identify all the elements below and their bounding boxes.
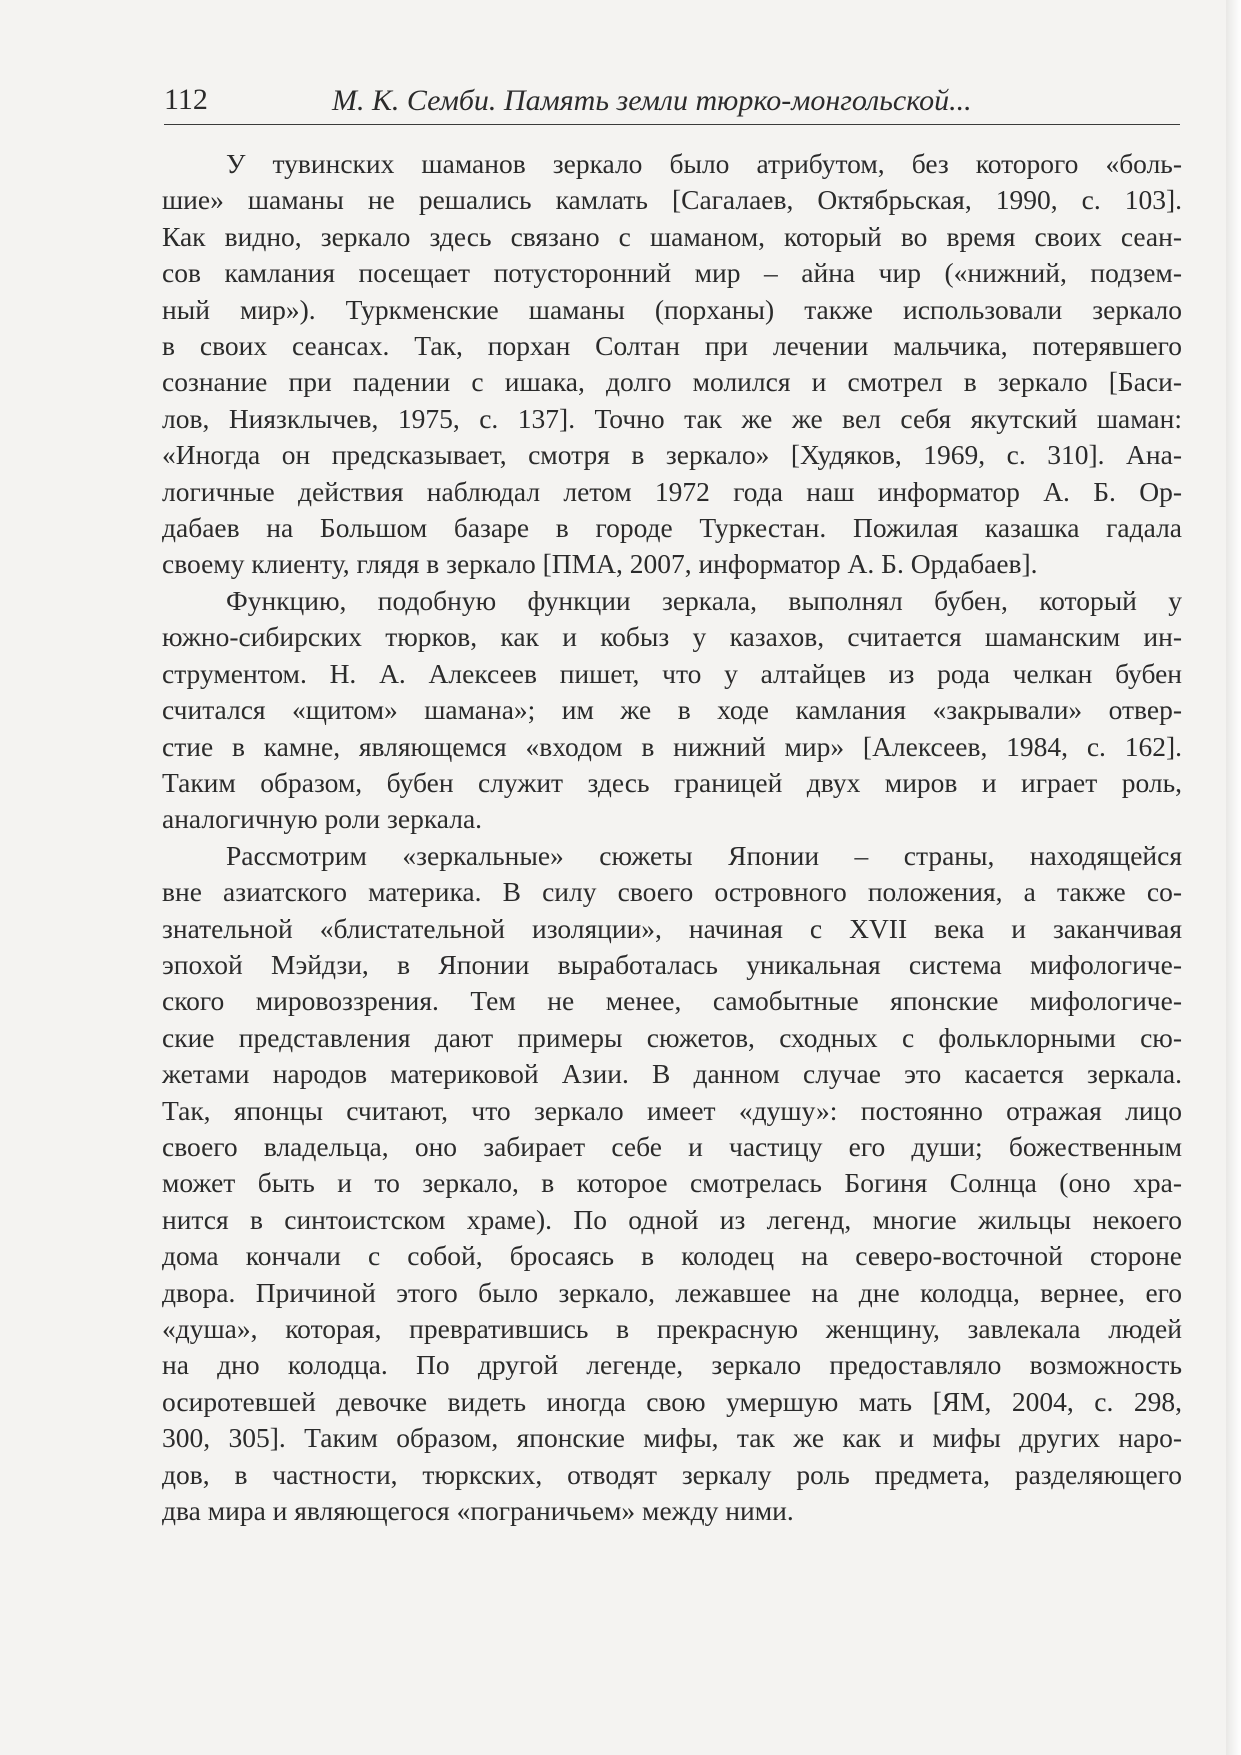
- running-title: М. К. Семби. Память земли тюрко-монгольской...: [332, 84, 972, 117]
- page-edge-shadow: [1226, 0, 1241, 1755]
- paragraph-2: [162, 583, 1182, 838]
- text-line: жетами народов материковой Азии. В данном случае это касается зеркала.: [162, 1058, 1182, 1090]
- text-line: нится в синтоистском храме). По одной из легенд, многие жильцы некоего: [162, 1203, 1182, 1235]
- body-text: [162, 146, 1182, 1529]
- text-line: Таким образом, бубен служит здесь границей двух миров и играет роль,: [162, 766, 1182, 798]
- text-line: ный мир»). Туркменские шаманы (порханы) также использовали зеркало: [162, 293, 1182, 325]
- text-line: аналогичную роли зеркала.: [162, 803, 483, 835]
- text-line: стие в камне, являющемся «входом в нижний мир» [Алексеев, 1984, с. 162].: [162, 730, 1182, 762]
- text-line: двора. Причиной этого было зеркало, лежавшее на дне колодца, вернее, его: [162, 1276, 1182, 1308]
- text-line: Рассмотрим «зеркальные» сюжеты Японии – страны, находящейся: [226, 839, 1182, 871]
- text-line: эпохой Мэйдзи, в Японии выработалась уникальная система мифологиче-: [162, 948, 1182, 980]
- text-line: шие» шаманы не решались камлать [Сагалаев, Октябрьская, 1990, с. 103].: [162, 184, 1182, 216]
- text-line: ского мировоззрения. Тем не менее, самобытные японские мифологиче-: [162, 985, 1182, 1017]
- text-line: вне азиатского материка. В силу своего островного положения, а также со-: [162, 876, 1182, 908]
- text-line: ские представления дают примеры сюжетов, сходных с фольклорными сю-: [162, 1021, 1182, 1053]
- paragraph-3: [162, 838, 1182, 1530]
- text-line: дома кончали с собой, бросаясь в колодец на северо-восточной стороне: [162, 1240, 1182, 1272]
- text-line: струментом. Н. А. Алексеев пишет, что у алтайцев из рода челкан бубен: [162, 657, 1182, 689]
- text-line: «Иногда он предсказывает, смотря в зеркало» [Худяков, 1969, с. 310]. Ана-: [162, 439, 1182, 471]
- text-line: считался «щитом» шамана»; им же в ходе камлания «закрывали» отвер-: [162, 694, 1182, 726]
- text-line: Так, японцы считают, что зеркало имеет «душу»: постоянно отражая лицо: [162, 1094, 1182, 1126]
- text-line: сов камлания посещает потусторонний мир – айна чир («нижний, подзем-: [162, 257, 1182, 289]
- text-line: в своих сеансах. Так, порхан Солтан при лечении мальчика, потерявшего: [162, 330, 1182, 362]
- text-line: южно-сибирских тюрков, как и кобыз у казахов, считается шаманским ин-: [162, 621, 1182, 653]
- text-line: У тувинских шаманов зеркало было атрибутом, без которого «боль-: [226, 148, 1182, 179]
- text-line: на дно колодца. По другой легенде, зеркало предоставляло возможность: [162, 1349, 1182, 1381]
- page-number: 112: [164, 83, 208, 116]
- text-line: два мира и являющегося «пограничьем» между ними.: [162, 1495, 794, 1527]
- text-line: дабаев на Большом базаре в городе Туркестан. Пожилая казашка гадала: [162, 512, 1182, 544]
- running-header: [164, 80, 1180, 125]
- text-line: Функцию, подобную функции зеркала, выполнял бубен, который у: [226, 584, 1182, 616]
- text-line: логичные действия наблюдал летом 1972 года наш информатор А. Б. Ор-: [162, 475, 1182, 507]
- text-line: может быть и то зеркало, в которое смотрелась Богиня Солнца (оно хра-: [162, 1167, 1182, 1199]
- text-line: Как видно, зеркало здесь связано с шаманом, который во время своих сеан-: [162, 220, 1182, 252]
- text-line: «душа», которая, превратившись в прекрасную женщину, завлекала людей: [162, 1313, 1182, 1344]
- text-line: 300, 305]. Таким образом, японские мифы, так же как и мифы других наро-: [162, 1422, 1182, 1454]
- text-line: своему клиенту, глядя в зеркало [ПМА, 2007, информатор А. Б. Ордабаев].: [162, 548, 1038, 580]
- text-line: сознание при падении с ишака, долго молился и смотрел в зеркало [Баси-: [162, 366, 1182, 398]
- text-line: лов, Ниязклычев, 1975, с. 137]. Точно так же же вел себя якутский шаман:: [162, 402, 1182, 434]
- text-line: дов, в частности, тюркских, отводят зеркалу роль предмета, разделяющего: [162, 1458, 1182, 1490]
- paragraph-1: [162, 146, 1182, 583]
- text-line: осиротевшей девочке видеть иногда свою умершую мать [ЯМ, 2004, с. 298,: [162, 1385, 1182, 1417]
- text-line: своего владельца, оно забирает себе и частицу его души; божественным: [162, 1130, 1182, 1162]
- text-line: знательной «блистательной изоляции», начиная с XVII века и заканчивая: [162, 912, 1182, 944]
